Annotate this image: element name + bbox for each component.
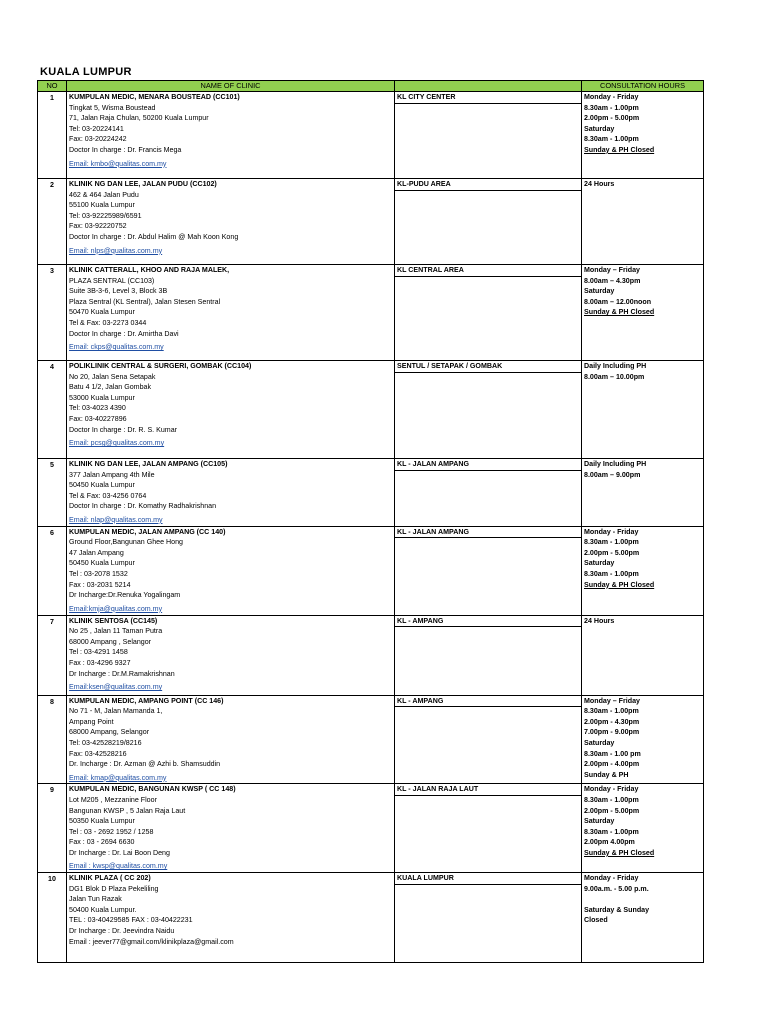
hours-line: 2.00pm 4.00pm <box>584 838 635 847</box>
clinic-detail-line: Doctor In charge : Dr. R. S. Kumar <box>69 425 178 434</box>
clinic-detail-line: Ground Floor,Bangunan Ghee Hong <box>69 538 183 547</box>
row-number: 5 <box>38 459 67 527</box>
clinic-detail-line: PLAZA SENTRAL (CC103) <box>69 276 155 285</box>
header-clinic-name: NAME OF CLINIC <box>67 81 395 92</box>
row-number: 6 <box>38 526 67 615</box>
hours-line: Saturday & Sunday <box>584 905 650 914</box>
clinic-detail-line: Fax: 03-20224242 <box>69 135 127 144</box>
area-cell <box>395 526 582 615</box>
clinic-detail-line: 50400 Kuala Lumpur. <box>69 905 137 914</box>
header-consultation-hours: CONSULTATION HOURS <box>582 81 704 92</box>
hours-line: Monday - Friday <box>584 785 639 794</box>
clinic-detail-line: 53000 Kuala Lumpur <box>69 393 135 402</box>
clinic-name: KUMPULAN MEDIC, BANGUNAN KWSP ( CC 148) <box>69 785 236 794</box>
clinic-email-link[interactable]: Email : kwsp@qualitas.com.my <box>69 862 168 871</box>
area-cell <box>395 459 582 527</box>
clinic-detail-line: 55100 Kuala Lumpur <box>69 201 135 210</box>
hours-line: 8.00am – 10.00pm <box>584 372 645 381</box>
clinic-detail-line: Fax: 03-42528216 <box>69 749 127 758</box>
clinic-detail-line: Plaza Sentral (KL Sentral), Jalan Stesen Sentral <box>69 297 221 306</box>
hours-line: Saturday <box>584 559 615 568</box>
hours-cell <box>582 615 704 695</box>
hours-line: 2.00pm - 4.30pm <box>584 717 640 726</box>
hours-line: Monday - Friday <box>584 93 639 101</box>
hours-cell <box>582 526 704 615</box>
hours-line: Sunday & PH <box>584 770 629 779</box>
clinic-name: KLINIK NG DAN LEE, JALAN PUDU (CC102) <box>69 180 217 188</box>
hours-line <box>584 894 701 905</box>
clinic-detail-line: Doctor In charge : Dr. Abdul Halim @ Mah Koon Kong <box>69 232 239 241</box>
hours-line: 8.30am - 1.00pm <box>584 827 639 836</box>
hours-line: 7.00pm - 9.00pm <box>584 728 640 737</box>
hours-line: 8.30am - 1.00pm <box>584 103 639 112</box>
clinic-detail-line: Doctor In charge : Dr. Komathy Radhakrishnan <box>69 502 217 511</box>
clinic-detail-line: 68000 Ampang , Selangor <box>69 637 152 646</box>
page-title: KUALA LUMPUR <box>40 66 132 78</box>
clinic-detail-line: Dr Incharge : Dr. Lai Boon Deng <box>69 848 170 857</box>
row-number: 4 <box>38 361 67 459</box>
hours-line: Saturday <box>584 124 615 133</box>
area-label: KL - AMPANG <box>395 616 581 628</box>
hours-line: 8.30am - 1.00pm <box>584 707 639 716</box>
table-row <box>38 695 704 784</box>
clinic-cell <box>67 92 395 179</box>
hours-line: 8.30am - 1.00pm <box>584 538 639 547</box>
clinic-name: KUMPULAN MEDIC, MENARA BOUSTEAD (CC101) <box>69 93 240 101</box>
clinic-detail-line: Fax: 03-92220752 <box>69 222 127 231</box>
row-number: 3 <box>38 265 67 361</box>
clinic-email-link[interactable]: Email:ksen@qualitas.com.my <box>69 683 163 692</box>
hours-closed-note: Sunday & PH Closed <box>584 145 655 154</box>
clinic-detail-line: Fax : 03-4296 9327 <box>69 658 131 667</box>
clinic-detail-line: Dr Incharge : Dr.M.Ramakrishnan <box>69 669 175 678</box>
hours-line: 8.30am - 1.00 pm <box>584 749 641 758</box>
row-number: 9 <box>38 784 67 873</box>
hours-closed-note: Sunday & PH Closed <box>584 580 655 589</box>
table-row <box>38 784 704 873</box>
clinic-cell <box>67 695 395 784</box>
clinic-detail-line: Bangunan KWSP , 5 Jalan Raja Laut <box>69 806 186 815</box>
area-label: KL - JALAN AMPANG <box>395 459 581 471</box>
row-number: 8 <box>38 695 67 784</box>
clinic-detail-line: Doctor In charge : Dr. Amirtha Davi <box>69 329 179 338</box>
table-row <box>38 179 704 265</box>
clinic-detail-line: 71, Jalan Raja Chulan, 50200 Kuala Lumpur <box>69 114 209 123</box>
hours-cell <box>582 179 704 265</box>
clinic-table <box>37 80 704 963</box>
clinic-detail-line: Fax : 03 - 2694 6630 <box>69 838 135 847</box>
clinic-detail-line: 50350 Kuala Lumpur <box>69 817 135 826</box>
clinic-cell <box>67 526 395 615</box>
area-label: SENTUL / SETAPAK / GOMBAK <box>395 361 581 373</box>
clinic-detail-line: Tel: 03-42528219/8216 <box>69 738 142 747</box>
area-label: KL - JALAN RAJA LAUT <box>395 784 581 796</box>
clinic-detail-line: 50450 Kuala Lumpur <box>69 559 135 568</box>
clinic-cell <box>67 784 395 873</box>
hours-line: 8.30am - 1.00pm <box>584 135 639 144</box>
area-label: KL - AMPANG <box>395 696 581 708</box>
clinic-detail-line: Tel & Fax: 03-2273 0344 <box>69 318 147 327</box>
clinic-cell <box>67 179 395 265</box>
hours-line: 8.30am - 1.00pm <box>584 795 639 804</box>
clinic-detail-line: No 20, Jalan Sena Setapak <box>69 372 156 381</box>
clinic-detail-line: 47 Jalan Ampang <box>69 548 124 557</box>
clinic-name: KUMPULAN MEDIC, AMPANG POINT (CC 146) <box>69 696 224 705</box>
hours-closed-note: Sunday & PH Closed <box>584 308 655 317</box>
hours-cell <box>582 361 704 459</box>
hours-line: 8.00am – 9.00pm <box>584 470 641 479</box>
area-label: KUALA LUMPUR <box>395 873 581 885</box>
table-row <box>38 526 704 615</box>
hours-line: 2.00pm - 5.00pm <box>584 806 640 815</box>
table-row <box>38 92 704 179</box>
row-number: 2 <box>38 179 67 265</box>
hours-line: Monday – Friday <box>584 696 640 705</box>
hours-cell <box>582 459 704 527</box>
area-cell <box>395 179 582 265</box>
clinic-detail-line: Tel : 03-4291 1458 <box>69 648 128 657</box>
hours-cell <box>582 695 704 784</box>
clinic-detail-line: 462 & 464 Jalan Pudu <box>69 190 139 199</box>
hours-line: Saturday <box>584 738 615 747</box>
clinic-cell <box>67 265 395 361</box>
table-row <box>38 615 704 695</box>
area-label: KL CITY CENTER <box>395 92 581 104</box>
area-cell <box>395 784 582 873</box>
area-cell <box>395 265 582 361</box>
clinic-email-link[interactable]: Email: kmbo@qualitas.com.my <box>69 159 167 168</box>
clinic-email-link[interactable]: Email: nlps@qualitas.com.my <box>69 246 163 255</box>
clinic-detail-line: No 71 - M, Jalan Mamanda 1, <box>69 707 163 716</box>
table-row <box>38 873 704 963</box>
clinic-detail-line: Fax: 03-40227896 <box>69 414 127 423</box>
hours-cell <box>582 784 704 873</box>
hours-line: 24 Hours <box>584 180 615 188</box>
area-cell <box>395 873 582 963</box>
area-label: KL-PUDU AREA <box>395 179 581 191</box>
hours-line: 2.00pm - 4.00pm <box>584 760 640 769</box>
clinic-detail-line: Dr. Incharge : Dr. Azman @ Azhi b. Shamsuddin <box>69 760 221 769</box>
clinic-detail-line: Tel: 03-92225989/6591 <box>69 211 142 220</box>
hours-line: Saturday <box>584 287 615 296</box>
clinic-detail-line: TEL : 03-40429585 FAX : 03-40422231 <box>69 916 193 925</box>
area-cell <box>395 615 582 695</box>
table-row <box>38 361 704 459</box>
clinic-detail-line: Lot M205 , Mezzanine Floor <box>69 795 157 804</box>
clinic-name: POLIKLINIK CENTRAL & SURGERI, GOMBAK (CC104) <box>69 362 252 370</box>
clinic-name: KLINIK NG DAN LEE, JALAN AMPANG (CC105) <box>69 460 228 468</box>
hours-line: 8.00am – 4.30pm <box>584 276 641 285</box>
hours-line: 9.00a.m. - 5.00 p.m. <box>584 884 649 893</box>
clinic-detail-line: Tel: 03-20224141 <box>69 124 124 133</box>
clinic-detail-line: 68000 Ampang, Selangor <box>69 728 150 737</box>
hours-line: Daily Including PH <box>584 362 647 370</box>
clinic-rows <box>38 92 704 963</box>
clinic-detail-line: Suite 3B-3-6, Level 3, Block 3B <box>69 287 168 296</box>
hours-line: 8.30am - 1.00pm <box>584 569 639 578</box>
area-cell <box>395 695 582 784</box>
area-cell <box>395 361 582 459</box>
table-row <box>38 459 704 527</box>
clinic-detail-line: Tel : 03 - 2692 1952 / 1258 <box>69 827 154 836</box>
hours-cell <box>582 873 704 963</box>
hours-line: Daily Including PH <box>584 460 647 468</box>
clinic-detail-line: Batu 4 1/2, Jalan Gombak <box>69 383 152 392</box>
clinic-email-link[interactable]: Email:kmja@qualitas.com.my <box>69 604 163 613</box>
clinic-detail-line: Tel & Fax: 03-4256 0764 <box>69 491 147 500</box>
clinic-detail-line: No 25 , Jalan 11 Taman Putra <box>69 627 163 636</box>
clinic-detail-line: 377 Jalan Ampang 4th Mile <box>69 470 155 479</box>
clinic-detail-line: Dr Incharge:Dr.Renuka Yogalingam <box>69 591 181 600</box>
clinic-detail-line: Fax : 03-2031 5214 <box>69 580 131 589</box>
clinic-name: KLINIK PLAZA ( CC 202) <box>69 874 151 883</box>
hours-line: Monday - Friday <box>584 527 639 536</box>
clinic-detail-line: Dr Incharge : Dr. Jeevindra Naidu <box>69 927 175 936</box>
clinic-detail-line: Tel : 03-2078 1532 <box>69 569 128 578</box>
clinic-name: KLINIK CATTERALL, KHOO AND RAJA MALEK, <box>69 266 230 274</box>
clinic-email-link[interactable]: Email: kmap@qualitas.com.my <box>69 773 167 782</box>
hours-line: 2.00pm - 5.00pm <box>584 114 640 123</box>
table-header-row <box>38 81 704 92</box>
clinic-detail-line: Doctor In charge : Dr. Francis Mega <box>69 145 182 154</box>
header-area <box>395 81 582 92</box>
clinic-detail-line: 50450 Kuala Lumpur <box>69 481 135 490</box>
hours-closed-note: Sunday & PH Closed <box>584 848 655 857</box>
row-number: 7 <box>38 615 67 695</box>
clinic-detail-line: Email : jeever77@gmail.com/klinikplaza@gmail.com <box>69 937 234 946</box>
hours-line: Monday - Friday <box>584 874 639 883</box>
row-number: 1 <box>38 92 67 179</box>
hours-line: 8.00am – 12.00noon <box>584 297 652 306</box>
clinic-detail-line: Tel: 03-4023 4390 <box>69 404 126 413</box>
hours-line: Saturday <box>584 817 615 826</box>
hours-line: 2.00pm - 5.00pm <box>584 548 640 557</box>
header-no: NO <box>38 81 67 92</box>
hours-cell <box>582 265 704 361</box>
clinic-detail-line: Jalan Tun Razak <box>69 895 122 904</box>
clinic-cell <box>67 615 395 695</box>
clinic-detail-line: 50470 Kuala Lumpur <box>69 308 135 317</box>
clinic-cell <box>67 459 395 527</box>
clinic-email-link[interactable]: Email: pcsg@qualitas.com.my <box>69 439 165 448</box>
table-row <box>38 265 704 361</box>
hours-cell <box>582 92 704 179</box>
clinic-detail-line: Tingkat 5, Wisma Boustead <box>69 103 156 112</box>
hours-line: 24 Hours <box>584 616 615 625</box>
hours-line: Monday – Friday <box>584 266 640 274</box>
clinic-email-link[interactable]: Email: ckps@qualitas.com.my <box>69 343 164 352</box>
clinic-name: KUMPULAN MEDIC, JALAN AMPANG (CC 140) <box>69 527 226 536</box>
hours-line: Closed <box>584 916 608 925</box>
clinic-detail-line: DG1 Blok D Plaza Pekeliling <box>69 884 159 893</box>
area-cell <box>395 92 582 179</box>
clinic-detail-line: Ampang Point <box>69 717 114 726</box>
clinic-email-link[interactable]: Email: nlap@qualitas.com.my <box>69 515 163 524</box>
area-label: KL - JALAN AMPANG <box>395 527 581 539</box>
clinic-cell <box>67 873 395 963</box>
clinic-cell <box>67 361 395 459</box>
clinic-name: KLINIK SENTOSA (CC145) <box>69 616 158 625</box>
row-number: 10 <box>38 873 67 963</box>
area-label: KL CENTRAL AREA <box>395 265 581 277</box>
